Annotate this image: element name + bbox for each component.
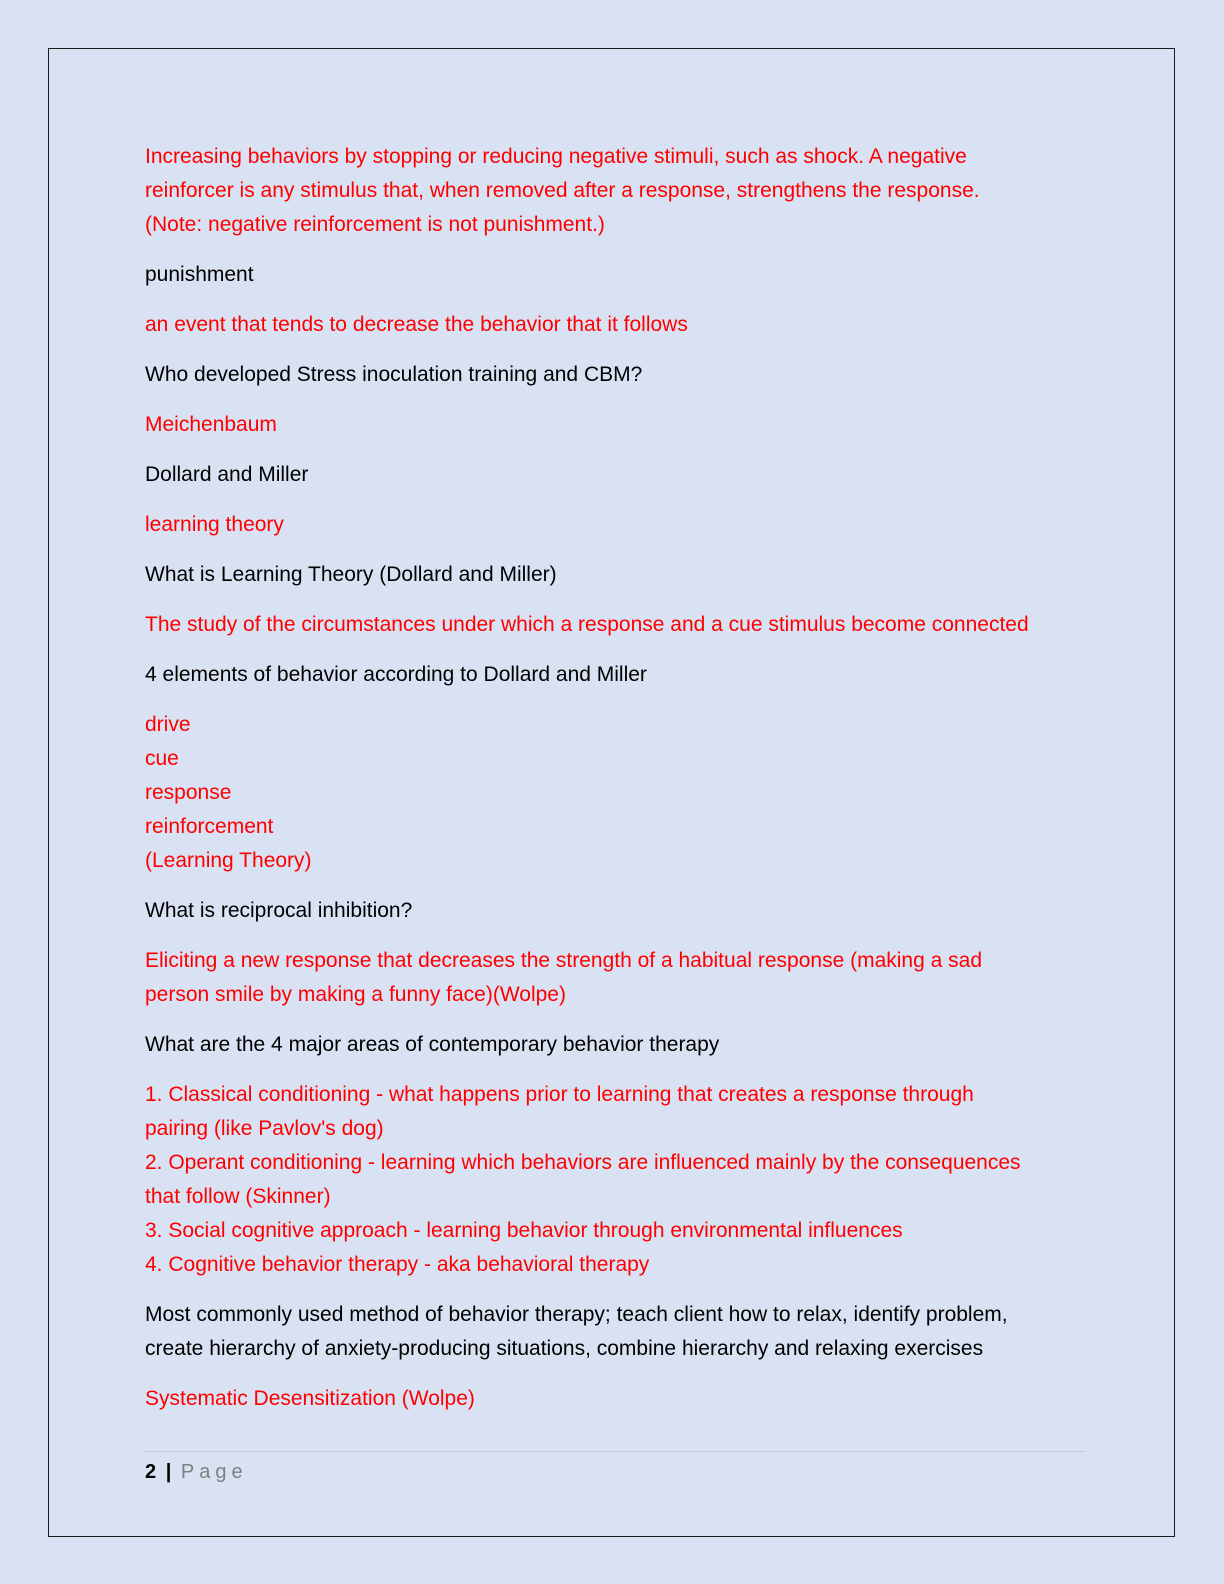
text-line: The study of the circumstances under which a response and a cue stimulus become connected <box>145 613 1029 636</box>
answer-list <box>145 1078 1085 1282</box>
document-body <box>145 140 1085 1432</box>
text-line: Meichenbaum <box>145 413 277 436</box>
answer-paragraph <box>145 140 1085 242</box>
question-paragraph <box>145 258 1085 292</box>
text-line: reinforcer is any stimulus that, when removed after a response, strengthens the response. <box>145 179 980 202</box>
page-label: Page <box>180 1461 248 1483</box>
list-item: (Learning Theory) <box>145 849 312 872</box>
text-line: Dollard and Miller <box>145 463 309 486</box>
list-item: 4. Cognitive behavior therapy - aka behavioral therapy <box>145 1253 650 1276</box>
list-item: cue <box>145 747 179 770</box>
list-item: 2. Operant conditioning - learning which behaviors are influenced mainly by the consequences <box>145 1151 1021 1174</box>
question-paragraph <box>145 458 1085 492</box>
text-line: 4 elements of behavior according to Dollard and Miller <box>145 663 647 686</box>
list-item: response <box>145 781 232 804</box>
question-paragraph <box>145 558 1085 592</box>
answer-paragraph <box>145 408 1085 442</box>
list-item: reinforcement <box>145 815 274 838</box>
text-line: Systematic Desensitization (Wolpe) <box>145 1387 475 1410</box>
page-number: 2 <box>145 1461 157 1483</box>
text-line: Who developed Stress inoculation training and CBM? <box>145 363 643 386</box>
answer-paragraph <box>145 944 1085 1012</box>
question-paragraph <box>145 1028 1085 1062</box>
text-line: (Note: negative reinforcement is not punishment.) <box>145 213 605 236</box>
text-line: person smile by making a funny face)(Wolpe) <box>145 983 566 1006</box>
footer-divider <box>143 1451 1084 1452</box>
text-line: an event that tends to decrease the behavior that it follows <box>145 313 688 336</box>
answer-paragraph <box>145 508 1085 542</box>
text-line: Eliciting a new response that decreases the strength of a habitual response (making a sad <box>145 949 982 972</box>
footer-separator: | <box>165 1461 172 1483</box>
text-line: What is Learning Theory (Dollard and Miller) <box>145 563 557 586</box>
page-footer <box>145 1455 248 1489</box>
text-line: punishment <box>145 263 254 286</box>
answer-paragraph <box>145 608 1085 642</box>
question-paragraph <box>145 1298 1085 1366</box>
list-item: drive <box>145 713 191 736</box>
list-item: pairing (like Pavlov's dog) <box>145 1117 384 1140</box>
text-line: learning theory <box>145 513 284 536</box>
text-line: Most commonly used method of behavior therapy; teach client how to relax, identify problem, <box>145 1303 1008 1326</box>
question-paragraph <box>145 658 1085 692</box>
answer-list <box>145 708 1085 878</box>
text-line: What is reciprocal inhibition? <box>145 899 413 922</box>
list-item: 1. Classical conditioning - what happens prior to learning that creates a response through <box>145 1083 974 1106</box>
text-line: create hierarchy of anxiety-producing situations, combine hierarchy and relaxing exercises <box>145 1337 984 1360</box>
question-paragraph <box>145 894 1085 928</box>
text-line: Increasing behaviors by stopping or reducing negative stimuli, such as shock. A negative <box>145 145 967 168</box>
question-paragraph <box>145 358 1085 392</box>
answer-paragraph <box>145 1382 1085 1416</box>
list-item: that follow (Skinner) <box>145 1185 331 1208</box>
text-line: What are the 4 major areas of contemporary behavior therapy <box>145 1033 720 1056</box>
answer-paragraph <box>145 308 1085 342</box>
list-item: 3. Social cognitive approach - learning behavior through environmental influences <box>145 1219 903 1242</box>
